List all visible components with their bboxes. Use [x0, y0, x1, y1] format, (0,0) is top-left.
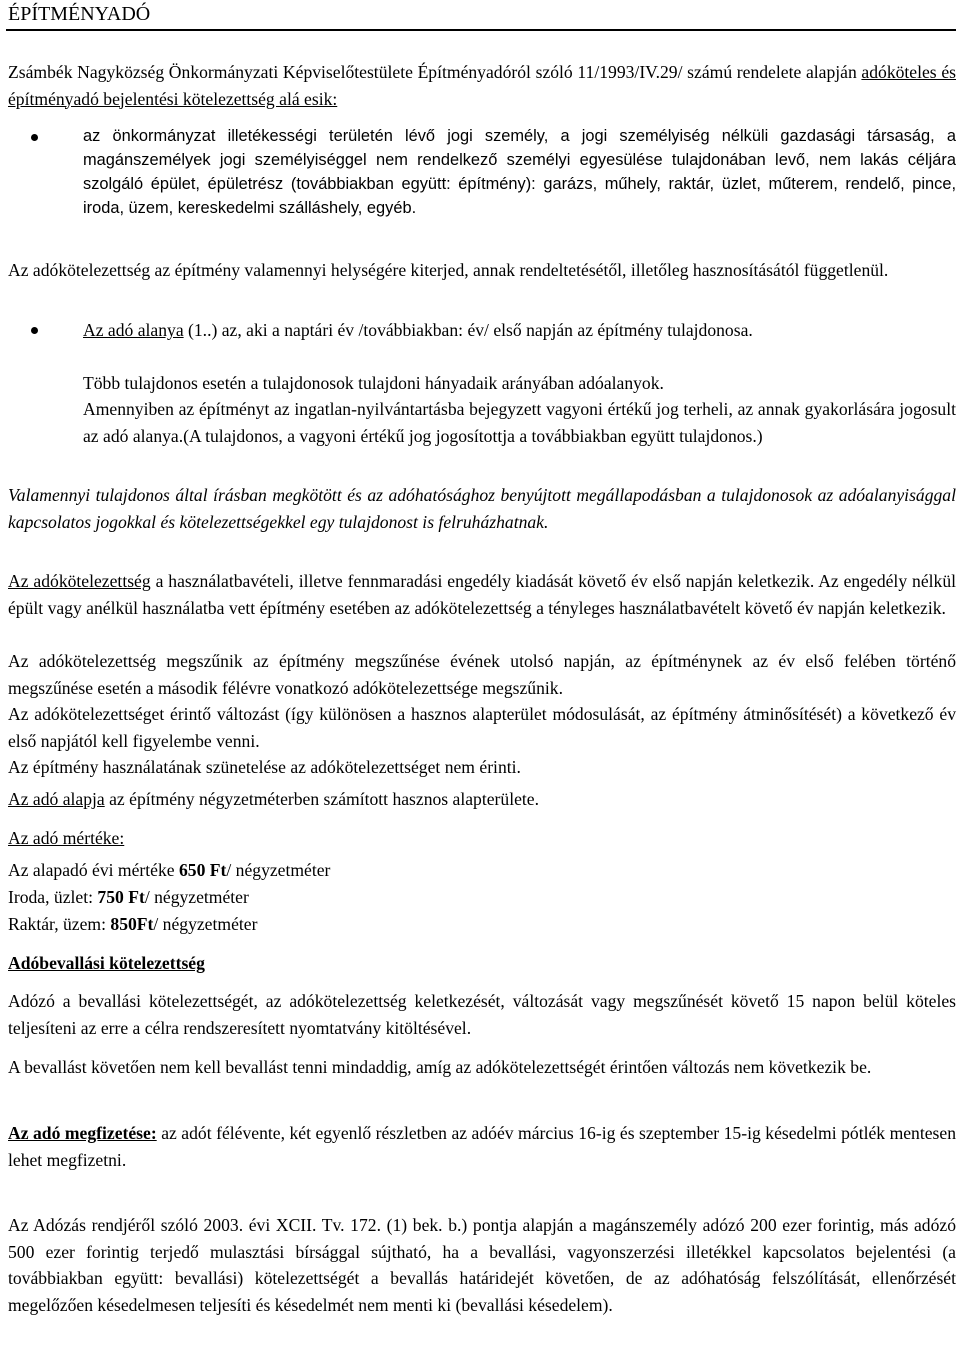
italic-note: Valamennyi tulajdonos által írásban megkötött és az adóhatósághoz benyújtott megállapodásban a tulajdonosok az adóalanyisággal kapcsolatos jogokkal és kötelezettségekkel egy tulajdonost is felruházhatnak. — [8, 485, 956, 532]
obligation-paragraph — [8, 568, 956, 621]
penalty-paragraph: Az Adózás rendjéről szóló 2003. évi XCII. Tv. 172. (1) bek. b.) pontja alapján a magánszemély adózó 200 ezer forintig, más adózó 500 ezer forintig terjedő mulasztási bírsággal sújtható, ha a bevallási, vagyonszerzési illetékkel kapcsolatos bejelentési (a továbbiakban együtt: bevallási) kötelezettségét a bevallás határidejét követően, de az adóhatóság felszólítását, ellenőrzését megelőzően késedelmesen teljesíti és késedelmét nem menti ki (bevallási késedelem). — [8, 1215, 956, 1315]
rate-row-office: Iroda, üzlet: 750 Ft/ négyzetméter — [8, 887, 249, 907]
base-paragraph — [8, 786, 956, 813]
subject-line-3: Amennyiben az építményt az ingatlan-nyilvántartásba bejegyzett vagyoni értékű jog terheli, az annak gyakorlására jogosult az adó alanya.(A tulajdonos, a vagyoni értékű jog jogosítottja a továbbiakban együtt tulajdonos.) — [83, 399, 956, 446]
title-bar — [0, 0, 958, 36]
subject-line-2: Több tulajdonos esetén a tulajdonosok tulajdoni hányadaik arányában adóalanyok. — [83, 373, 664, 393]
base-heading: Az adó alapja — [8, 789, 105, 809]
bullet-dot — [31, 327, 38, 334]
declaration-p1: Adózó a bevallási kötelezettségét, az adókötelezettség keletkezését, változását vagy megszűnését követő 15 napon belül köteles teljesíteni az erre a célra rendszeresített nyomtatvány kitöltésével. — [8, 991, 956, 1038]
subject-heading: Az adó alanya — [83, 320, 184, 340]
subject-paragraph — [83, 317, 956, 344]
base-text: az építmény négyzetméterben számított hasznos alapterülete. — [104, 789, 540, 809]
declaration-heading: Adóbevallási kötelezettség — [8, 953, 205, 973]
obligation-heading: Az adókötelezettség — [8, 571, 151, 591]
intro-underlined: adóköteles és építményadó bejelentési kötelezettség alá esik: — [8, 62, 956, 109]
obligation-change: Az adókötelezettséget érintő változást (így különösen a hasznos alapterület módosulását, az építmény átminősítését) a következő év első napjától kell figyelembe venni. — [8, 704, 956, 751]
subject-text: (1..) az, aki a naptári év /továbbiakban: év/ első napján az építmény tulajdonosa. — [183, 320, 753, 340]
rate-heading: Az adó mértéke: — [8, 828, 125, 848]
rate-row-basic: Az alapadó évi mértéke 650 Ft/ négyzetméter — [8, 860, 331, 880]
page-title: ÉPÍTMÉNYADÓ — [8, 3, 151, 25]
obligation-text: a használatbavételi, illetve fennmaradási engedély kiadását követő év első napján keletkezik. Az engedély nélkül épült vagy anélkül használatba vett építmény esetében az adókötelezettség a tényleges használatbavételt követő év napján keletkezik. — [8, 571, 956, 618]
obligation-end: Az adókötelezettség megszűnik az építmény megszűnése évének utolsó napján, az építménynek az év első felében történő megszűnése esetén a második félévre vonatkozó adókötelezettsége megszűnik. — [8, 651, 956, 698]
bullet-entities: az önkormányzat illetékességi területén lévő jogi személy, a jogi személyiség nélküli gazdasági társaság, a magánszemélyek jogi személyiséggel nem rendelkező személyi egyesülése tulajdonában levő, nem lakás céljára szolgáló épület, épületrész (továbbiakban együtt: építmény): garázs, műhely, raktár, üzlet, műterem, rendelő, pince, iroda, üzem, kereskedelmi szálláshely, egyéb. — [83, 127, 956, 218]
declaration-p2: A bevallást követően nem kell bevallást tenni mindaddig, amíg az adókötelezettségét érintően változás nem következik be. — [8, 1057, 872, 1077]
title-rule — [6, 29, 956, 31]
payment-heading: Az adó megfizetése: — [8, 1123, 157, 1143]
scope-paragraph: Az adókötelezettség az építmény valamennyi helységére kiterjed, annak rendeltetésétől, illetőleg hasznosításától függetlenül. — [8, 260, 889, 280]
obligation-pause: Az építmény használatának szünetelése az adókötelezettséget nem érinti. — [8, 757, 521, 777]
payment-paragraph — [8, 1120, 956, 1173]
intro-prefix: Zsámbék Nagyközség Önkormányzati Képviselőtestülete Építményadóról szóló 11/1993/IV.29/ számú rendelete alapján — [8, 62, 862, 82]
rate-row-warehouse: Raktár, üzem: 850Ft/ négyzetméter — [8, 914, 258, 934]
intro-paragraph — [8, 59, 956, 112]
payment-text: az adót félévente, két egyenlő részletben az adóév március 16-ig és szeptember 15-ig késedelmi pótlék mentesen lehet megfizetni. — [8, 1123, 957, 1170]
bullet-dot — [31, 134, 38, 141]
